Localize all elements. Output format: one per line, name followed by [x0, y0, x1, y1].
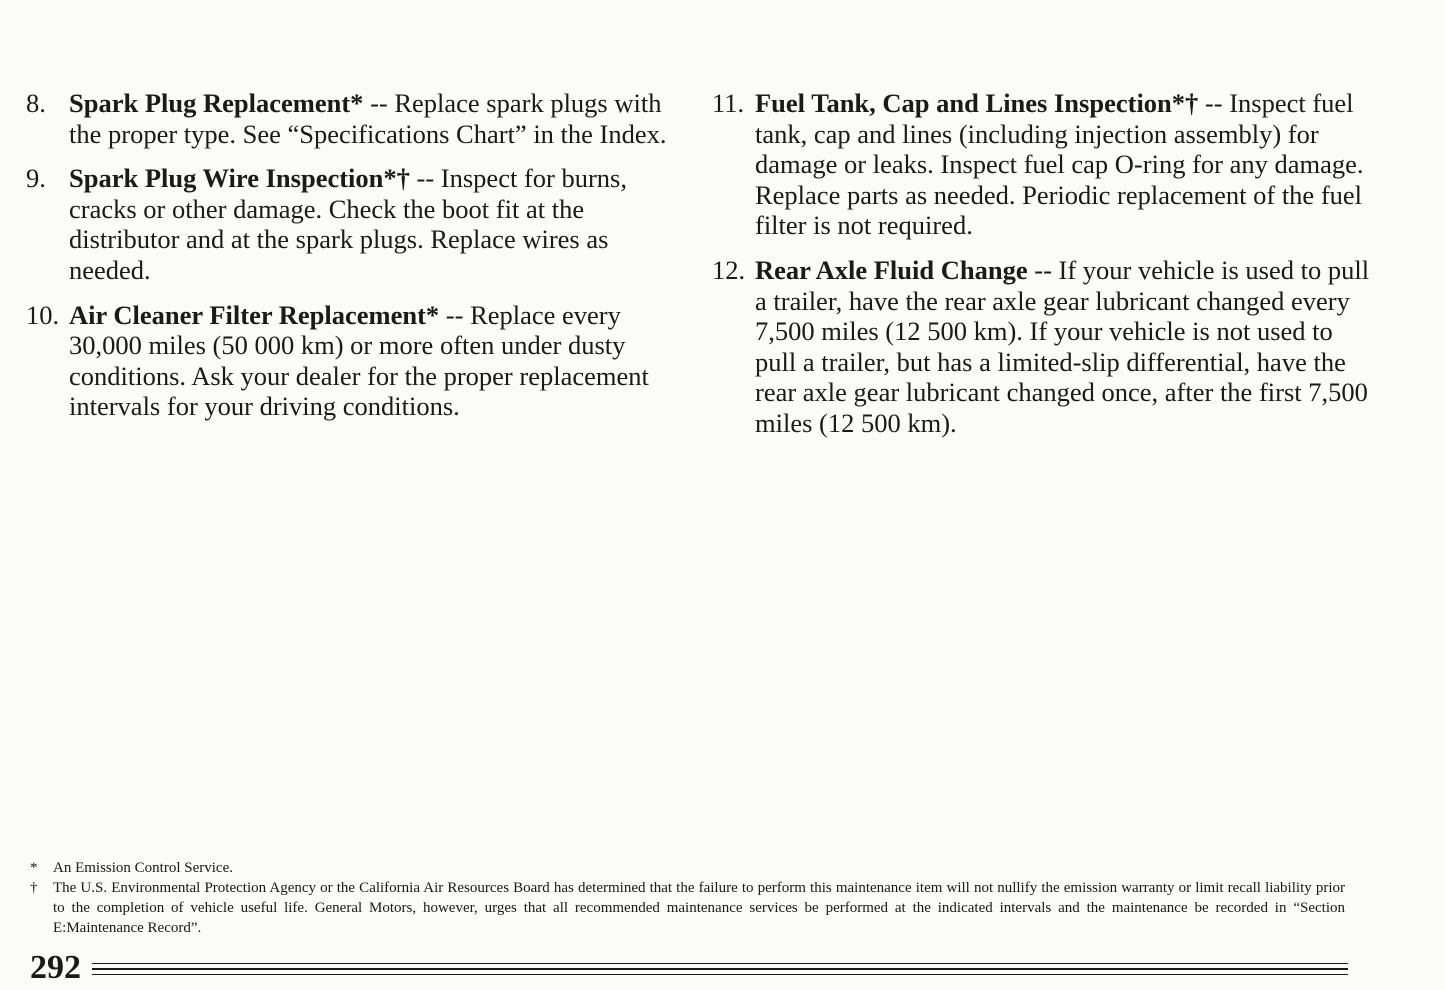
item-body: -- Replace spark plugs with the proper type. See “Specifications Chart” in the Index. [69, 88, 667, 149]
footer-rule [92, 968, 1348, 970]
footnote-text: The U.S. Environmental Protection Agency or the California Air Resources Board has determined that the failure to perform this maintenance item will not nullify the emission warranty or limit recall liability prior to the completion of vehicle useful life. General Motors, however, urges that all recommended maintenance services be performed at the indicated intervals and the maintenance be recorded in “Section E:Maintenance Record”. [53, 880, 1345, 936]
item-title: Air Cleaner Filter Replacement* [69, 299, 440, 330]
item-number: 10. [26, 299, 60, 330]
maintenance-item-spark-plug-wire-inspection [26, 163, 676, 285]
footnote-epa [30, 878, 1345, 938]
item-title: Rear Axle Fluid Change [755, 254, 1028, 285]
item-body: -- Replace every 30,000 miles (50 000 km) or more often under dusty conditions. Ask your dealer for the proper replacement intervals for your driving conditions. [69, 299, 649, 422]
footnote-mark: * [30, 860, 38, 876]
footnote-mark: † [30, 880, 38, 896]
footer-rule [92, 974, 1348, 975]
item-body: -- Inspect fuel tank, cap and lines (including injection assembly) for damage or leaks. Inspect fuel cap O-ring for any damage. Replace parts as needed. Periodic replacement of the fuel filter is not required. [755, 88, 1364, 241]
page-footer [30, 948, 1348, 988]
item-number: 12. [712, 254, 746, 285]
maintenance-item-fuel-tank-inspection [712, 88, 1372, 241]
item-number: 11. [712, 88, 745, 118]
right-column [712, 88, 1372, 453]
item-title: Spark Plug Replacement* [69, 88, 364, 118]
left-column [26, 88, 676, 436]
item-number: 8. [26, 88, 46, 118]
footnote-emission-service [30, 858, 1345, 878]
footnote-text: An Emission Control Service. [53, 860, 233, 876]
item-number: 9. [26, 163, 46, 194]
item-title: Spark Plug Wire Inspection*† [69, 163, 410, 194]
footer-rule [92, 963, 1348, 964]
item-body: -- If your vehicle is used to pull a trailer, have the rear axle gear lubricant changed every 7,500 miles (12 500 km). If your vehicle is not used to pull a trailer, but has a limited-slip differential, have the rear axle gear lubricant changed once, after the first 7,500 miles (12 500 km). [755, 254, 1370, 438]
item-title: Fuel Tank, Cap and Lines Inspection*† [755, 88, 1199, 118]
maintenance-item-spark-plug-replacement [26, 88, 676, 149]
footnotes [30, 858, 1345, 938]
maintenance-item-air-cleaner-filter-replacement [26, 300, 676, 422]
item-body: -- Inspect for burns, cracks or other damage. Check the boot fit at the distributor and at the spark plugs. Replace wires as needed. [69, 163, 627, 285]
maintenance-item-rear-axle-fluid-change [712, 255, 1372, 439]
page-number: 292 [30, 949, 81, 986]
